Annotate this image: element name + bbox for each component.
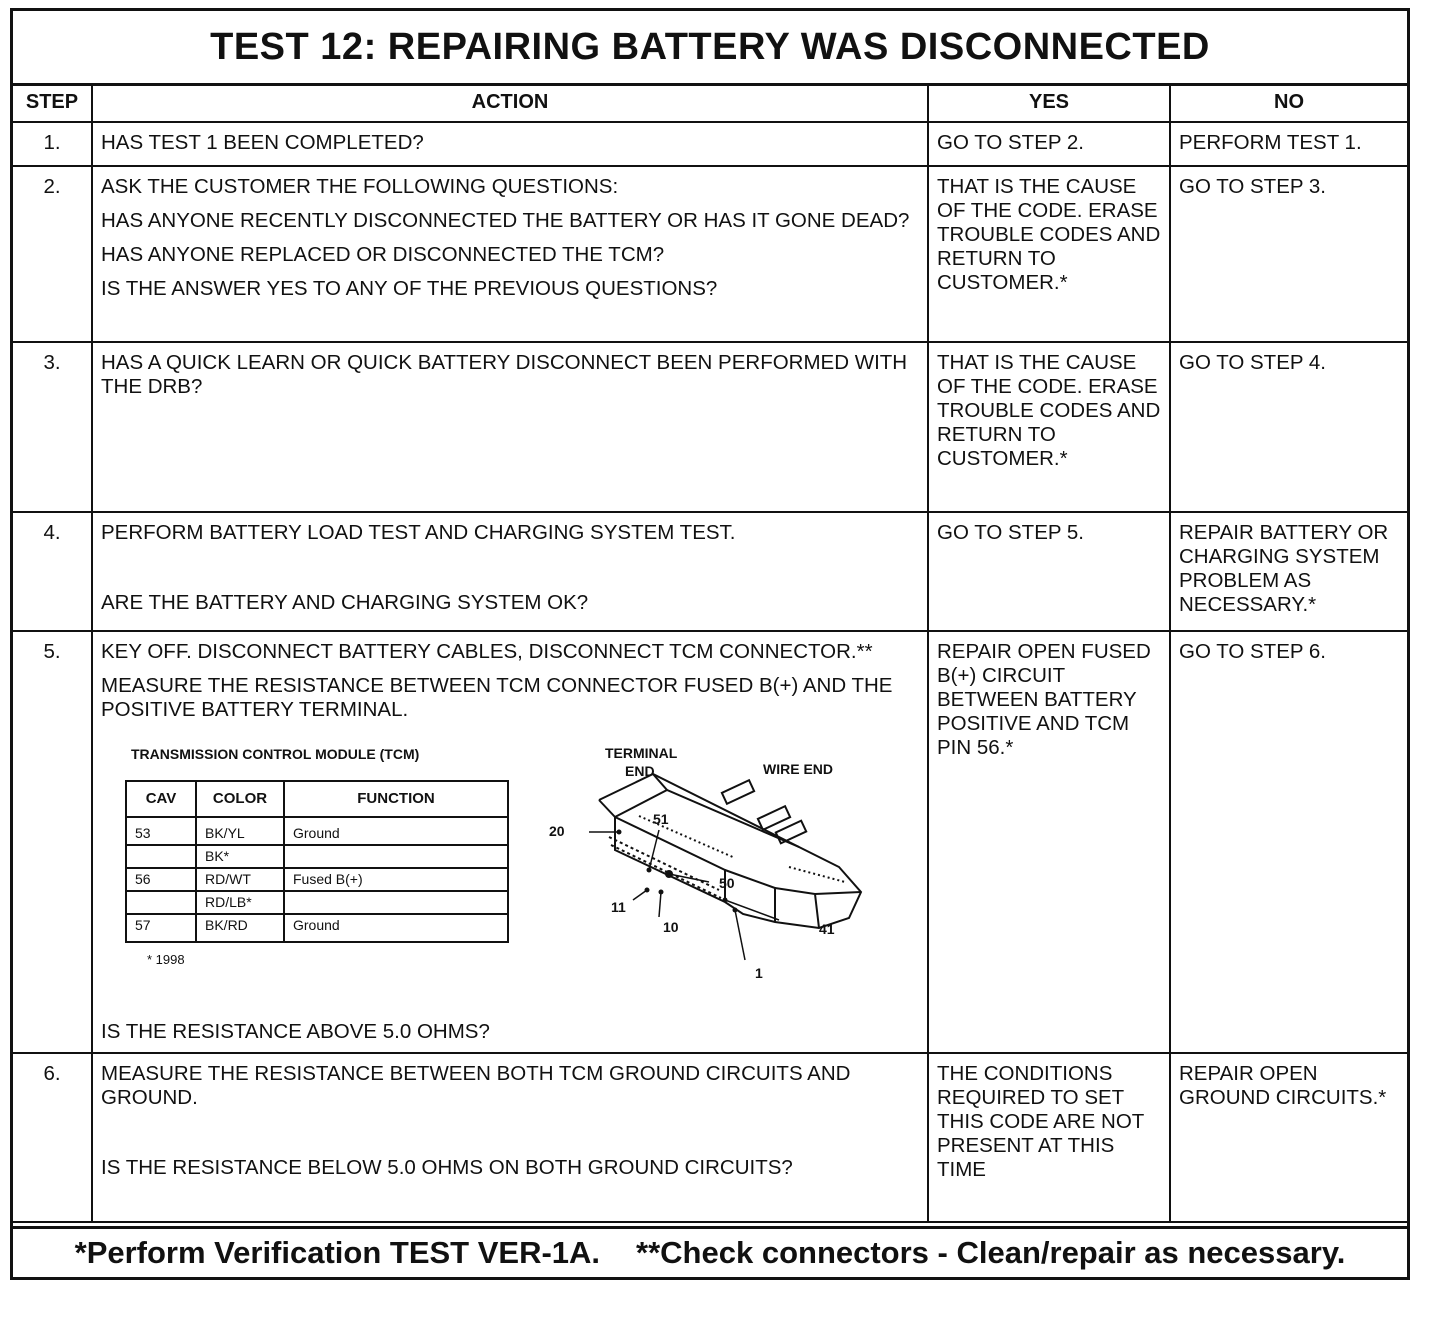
action-text: HAS ANYONE REPLACED OR DISCONNECTED THE TCM? <box>101 243 665 266</box>
step-number: 5. <box>13 631 92 1053</box>
tcm-row <box>126 891 508 914</box>
tcm-cav <box>126 891 196 914</box>
no-result: PERFORM TEST 1. <box>1170 122 1407 166</box>
action-text: ASK THE CUSTOMER THE FOLLOWING QUESTIONS: <box>101 175 619 198</box>
no-result: GO TO STEP 3. <box>1170 166 1407 342</box>
action-text: ARE THE BATTERY AND CHARGING SYSTEM OK? <box>101 591 589 614</box>
test-12-sheet <box>10 8 1410 1280</box>
step-action <box>92 631 928 1053</box>
step-number: 2. <box>13 166 92 342</box>
step-action <box>92 342 928 512</box>
action-text: KEY OFF. DISCONNECT BATTERY CABLES, DISCONNECT TCM CONNECTOR.** <box>101 640 873 663</box>
yes-result: THAT IS THE CAUSE OF THE CODE. ERASE TROUBLE CODES AND RETURN TO CUSTOMER.* <box>928 342 1170 512</box>
no-result: REPAIR OPEN GROUND CIRCUITS.* <box>1170 1053 1407 1222</box>
yes-result: THE CONDITIONS REQUIRED TO SET THIS CODE ARE NOT PRESENT AT THIS TIME <box>928 1053 1170 1222</box>
tcm-connector-illustration <box>549 742 909 1007</box>
action-text: HAS TEST 1 BEEN COMPLETED? <box>101 131 424 154</box>
header-yes: YES <box>928 83 1170 122</box>
action-text: HAS ANYONE RECENTLY DISCONNECTED THE BATTERY OR HAS IT GONE DEAD? <box>101 209 910 232</box>
pin-label: 1 <box>755 965 763 981</box>
footer-connector-note: **Check connectors - Clean/repair as necessary. <box>636 1235 1346 1270</box>
terminal-end-label: TERMINAL <box>605 745 678 761</box>
action-text: IS THE ANSWER YES TO ANY OF THE PREVIOUS QUESTIONS? <box>101 277 718 300</box>
tcm-diagram <box>101 742 919 1020</box>
pin-label: 41 <box>819 921 835 937</box>
tcm-header-row <box>126 781 508 817</box>
no-result: REPAIR BATTERY OR CHARGING SYSTEM PROBLEM AS NECESSARY.* <box>1170 512 1407 631</box>
step-number: 1. <box>13 122 92 166</box>
tcm-header-cav: CAV <box>126 781 196 817</box>
header-step: STEP <box>13 83 92 122</box>
yes-result: GO TO STEP 2. <box>928 122 1170 166</box>
step-action <box>92 1053 928 1222</box>
tcm-cav: 56 <box>126 868 196 891</box>
tcm-row <box>126 845 508 868</box>
action-text: HAS A QUICK LEARN OR QUICK BATTERY DISCONNECT BEEN PERFORMED WITH THE DRB? <box>101 351 908 398</box>
tcm-footnote: * 1998 <box>147 952 185 967</box>
tcm-function: Ground <box>284 914 508 942</box>
no-result: GO TO STEP 6. <box>1170 631 1407 1053</box>
tcm-row <box>126 868 508 891</box>
action-text: PERFORM BATTERY LOAD TEST AND CHARGING SYSTEM TEST. <box>101 521 736 544</box>
tcm-color: BK/YL <box>196 817 284 845</box>
tcm-pinout-table <box>125 780 509 943</box>
terminal-end-label: END <box>625 763 655 779</box>
step-row-4 <box>13 512 1407 631</box>
tcm-function: Fused B(+) <box>284 868 508 891</box>
step-row-1 <box>13 122 1407 166</box>
tcm-row <box>126 817 508 845</box>
tcm-cav: 53 <box>126 817 196 845</box>
diagnostic-table <box>13 83 1407 1223</box>
footer-notes <box>13 1226 1407 1277</box>
step-row-3 <box>13 342 1407 512</box>
header-action: ACTION <box>92 83 928 122</box>
step-row-5 <box>13 631 1407 1053</box>
header-row <box>13 83 1407 122</box>
tcm-function <box>284 891 508 914</box>
tcm-function <box>284 845 508 868</box>
step-row-6 <box>13 1053 1407 1222</box>
pin-label: 51 <box>653 811 669 827</box>
page-title: TEST 12: REPAIRING BATTERY WAS DISCONNECTED <box>13 11 1407 86</box>
connector-body <box>599 774 861 928</box>
header-no: NO <box>1170 83 1407 122</box>
step-number: 4. <box>13 512 92 631</box>
tcm-color: RD/WT <box>196 868 284 891</box>
action-text: MEASURE THE RESISTANCE BETWEEN TCM CONNECTOR FUSED B(+) AND THE POSITIVE BATTERY TERMINAL. <box>101 674 893 721</box>
tcm-function: Ground <box>284 817 508 845</box>
step-action <box>92 122 928 166</box>
step-number: 6. <box>13 1053 92 1222</box>
step-number: 3. <box>13 342 92 512</box>
pin-label: 10 <box>663 919 679 935</box>
tcm-cav <box>126 845 196 868</box>
wire-end-label: WIRE END <box>763 761 833 777</box>
tcm-table-title: TRANSMISSION CONTROL MODULE (TCM) <box>131 746 420 762</box>
tcm-header-color: COLOR <box>196 781 284 817</box>
pin-label: 20 <box>549 823 565 839</box>
action-text: IS THE RESISTANCE BELOW 5.0 OHMS ON BOTH GROUND CIRCUITS? <box>101 1156 793 1179</box>
no-result: GO TO STEP 4. <box>1170 342 1407 512</box>
pin-label: 11 <box>611 899 626 915</box>
step-action <box>92 166 928 342</box>
tcm-color: BK* <box>196 845 284 868</box>
action-text: IS THE RESISTANCE ABOVE 5.0 OHMS? <box>101 1020 490 1043</box>
tcm-color: BK/RD <box>196 914 284 942</box>
step-action <box>92 512 928 631</box>
yes-result: GO TO STEP 5. <box>928 512 1170 631</box>
yes-result: THAT IS THE CAUSE OF THE CODE. ERASE TROUBLE CODES AND RETURN TO CUSTOMER.* <box>928 166 1170 342</box>
footer-verification-note: *Perform Verification TEST VER-1A. <box>74 1235 601 1270</box>
tcm-header-function: FUNCTION <box>284 781 508 817</box>
tcm-color: RD/LB* <box>196 891 284 914</box>
step-row-2 <box>13 166 1407 342</box>
yes-result: REPAIR OPEN FUSED B(+) CIRCUIT BETWEEN BATTERY POSITIVE AND TCM PIN 56.* <box>928 631 1170 1053</box>
tcm-row <box>126 914 508 942</box>
pin-label: 50 <box>719 875 735 891</box>
tcm-cav: 57 <box>126 914 196 942</box>
action-text: MEASURE THE RESISTANCE BETWEEN BOTH TCM GROUND CIRCUITS AND GROUND. <box>101 1062 851 1109</box>
